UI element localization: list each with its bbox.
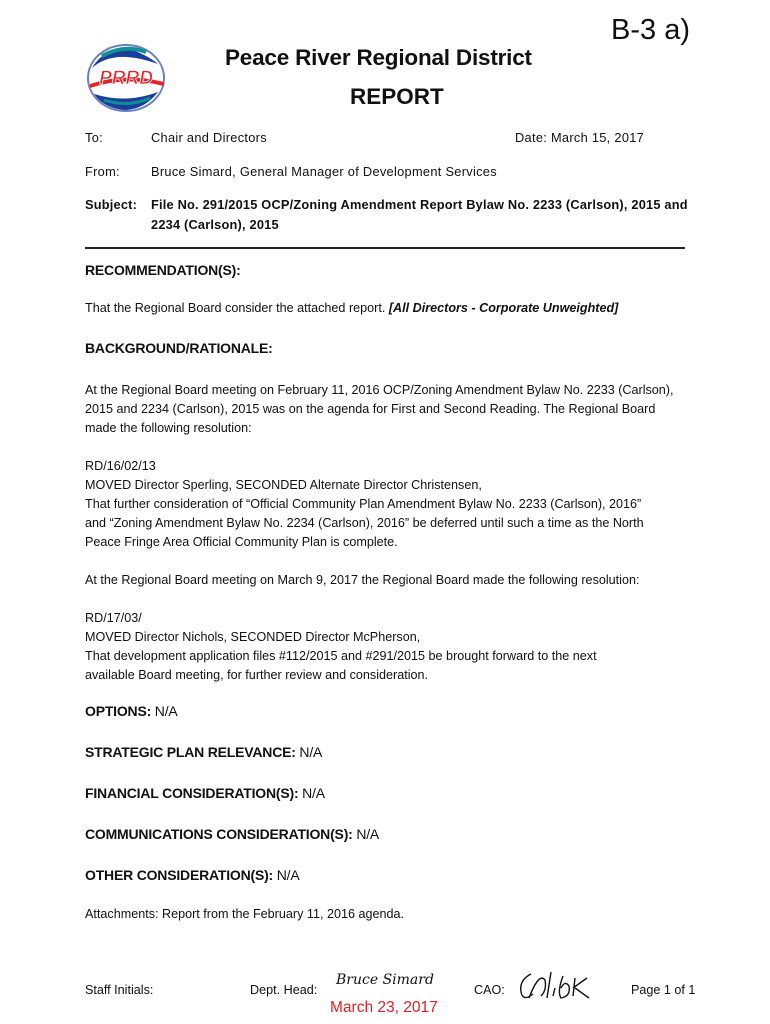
text-line: and “Zoning Amendment Bylaw No. 2234 (Carlson), 2016” be deferred until such a time as the North	[85, 516, 644, 530]
options-row	[85, 703, 178, 719]
subject-line-1: File No. 291/2015 OCP/Zoning Amendment Report Bylaw No. 2233 (Carlson), 2015 and	[151, 197, 688, 212]
background-paragraph-3: At the Regional Board meeting on March 9, 2017 the Regional Board made the following resolution:	[85, 573, 640, 587]
subject-label: Subject:	[85, 197, 138, 212]
financial-label: FINANCIAL CONSIDERATION(S):	[85, 785, 299, 801]
attachments: Attachments: Report from the February 11, 2016 agenda.	[85, 907, 404, 921]
text-line: 2015 and 2234 (Carlson), 2015 was on the agenda for First and Second Reading. The Regional Board	[85, 402, 656, 416]
text-line: made the following resolution:	[85, 421, 252, 435]
page-label: B-3 a)	[611, 14, 690, 46]
text-line: That further consideration of “Official Community Plan Amendment Bylaw No. 2233 (Carlson), 2016”	[85, 497, 642, 511]
options-value: N/A	[154, 703, 178, 719]
resolution-2017	[85, 609, 597, 685]
other-row	[85, 867, 299, 883]
header-divider	[85, 247, 685, 249]
report-title: REPORT	[350, 84, 444, 109]
communications-value: N/A	[356, 826, 380, 842]
staff-initials-label: Staff Initials:	[85, 983, 154, 997]
dept-head-label: Dept. Head:	[250, 983, 318, 997]
resolution-2016	[85, 457, 644, 552]
communications-label: COMMUNICATIONS CONSIDERATION(S):	[85, 826, 353, 842]
recommendation-vote-note: [All Directors - Corporate Unweighted]	[388, 301, 619, 315]
recommendation-text	[85, 299, 618, 318]
organization-name: Peace River Regional District	[225, 45, 532, 70]
options-label: OPTIONS:	[85, 703, 152, 719]
recommendation-sentence: That the Regional Board consider the attached report.	[85, 301, 386, 315]
other-value: N/A	[276, 867, 300, 883]
recommendations-heading: RECOMMENDATION(S):	[85, 262, 241, 278]
text-line: Peace Fringe Area Official Community Plan is complete.	[85, 535, 398, 549]
text-line: That development application files #112/2015 and #291/2015 be brought forward to the next	[85, 649, 597, 663]
text-line: available Board meeting, for further review and consideration.	[85, 668, 429, 682]
text-line: MOVED Director Sperling, SECONDED Alternate Director Christensen,	[85, 478, 482, 492]
background-paragraph-1	[85, 381, 674, 438]
from-value: Bruce Simard, General Manager of Development Services	[151, 164, 497, 179]
text-line: MOVED Director Nichols, SECONDED Director McPherson,	[85, 630, 421, 644]
text-line: At the Regional Board meeting on February 11, 2016 OCP/Zoning Amendment Bylaw No. 2233 (Carlson),	[85, 383, 674, 397]
report-date: Date: March 15, 2017	[515, 130, 645, 145]
cao-label: CAO:	[474, 983, 505, 997]
from-label: From:	[85, 164, 120, 179]
financial-value: N/A	[302, 785, 325, 801]
background-heading: BACKGROUND/RATIONALE:	[85, 340, 273, 356]
strategic-value: N/A	[299, 744, 323, 760]
text-line: RD/17/03/	[85, 611, 142, 625]
to-value: Chair and Directors	[151, 130, 267, 145]
other-label: OTHER CONSIDERATION(S):	[85, 867, 274, 883]
prrd-logo	[84, 42, 168, 114]
dept-head-signature: Bruce Simard	[336, 972, 434, 988]
received-date-stamp: March 23, 2017	[330, 999, 438, 1016]
page-number: Page 1 of 1	[631, 983, 696, 997]
strategic-row	[85, 744, 322, 760]
subject-line-2: 2234 (Carlson), 2015	[151, 217, 279, 232]
financial-row	[85, 785, 325, 801]
strategic-label: STRATEGIC PLAN RELEVANCE:	[85, 744, 296, 760]
logo-text: PRRD	[99, 68, 153, 89]
text-line: RD/16/02/13	[85, 459, 156, 473]
to-label: To:	[85, 130, 103, 145]
cao-signature-icon	[517, 968, 599, 1004]
communications-row	[85, 826, 379, 842]
